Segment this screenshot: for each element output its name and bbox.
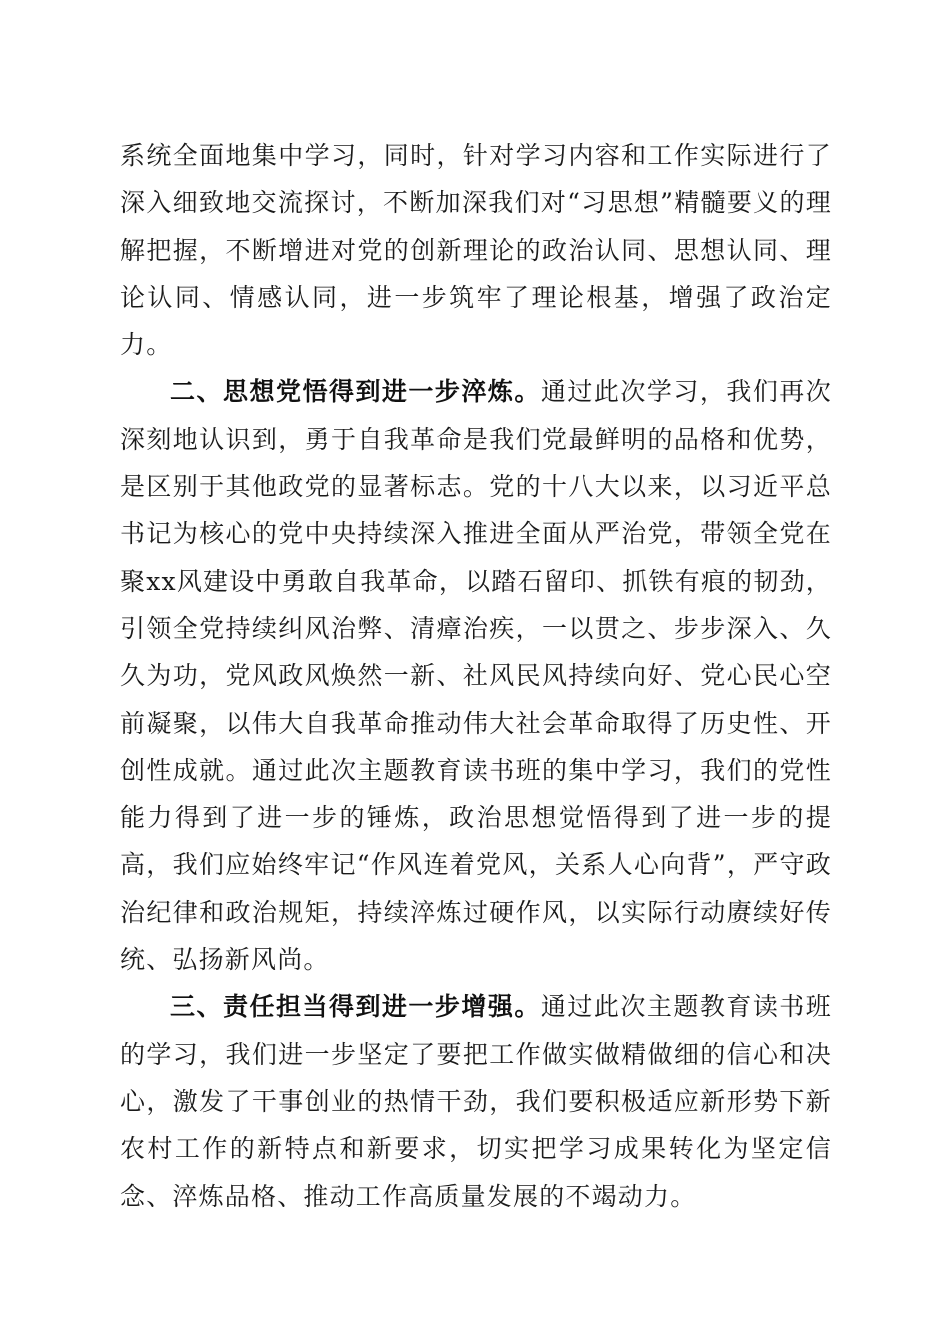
section-heading-3: 三、责任担当得到进一步增强。	[170, 992, 541, 1022]
paragraph-1-text: 系统全面地集中学习，同时，针对学习内容和工作实际进行了深入细致地交流探讨，不断加深我们对“习思想”精髓要义的理解把握，不断增进对党的创新理论的政治认同、思想认同、理论认同、情感认同，进一步筑牢了理论根基，增强了政治定力。	[120, 141, 832, 360]
paragraph-2-text: 通过此次学习，我们再次深刻地认识到，勇于自我革命是我们党最鲜明的品格和优势，是区别于其他政党的显著标志。党的十八大以来，以习近平总书记为核心的党中央持续深入推进全面从严治党，带领全党在聚xx风建设中勇敢自我革命，以踏石留印、抓铁有痕的韧劲，引领全党持续纠风治弊、清瘴治疾，一以贯之、步步深入、久久为功，党风政风焕然一新、社风民风持续向好、党心民心空前凝聚，以伟大自我革命推动伟大社会革命取得了历史性、开创性成就。通过此次主题教育读书班的集中学习，我们的党性能力得到了进一步的锤炼，政治思想觉悟得到了进一步的提高，我们应始终牢记“作风连着党风，关系人心向背”，严守政治纪律和政治规矩，持续淬炼过硬作风，以实际行动赓续好传统、弘扬新风尚。	[120, 377, 833, 975]
paragraph-3-text: 通过此次主题教育读书班的学习，我们进一步坚定了要把工作做实做精做细的信心和决心，激发了干事创业的热情干劲，我们要积极适应新形势下新农村工作的新特点和新要求，切实把学习成果转化为坚定信念、淬炼品格、推动工作高质量发展的不竭动力。	[120, 992, 833, 1211]
paragraph-thought-awareness	[120, 368, 832, 983]
section-heading-2: 二、思想党悟得到进一步淬炼。	[170, 377, 541, 407]
document-body	[120, 132, 832, 1220]
paragraph-theory-foundation	[120, 132, 832, 368]
paragraph-responsibility	[120, 983, 832, 1219]
